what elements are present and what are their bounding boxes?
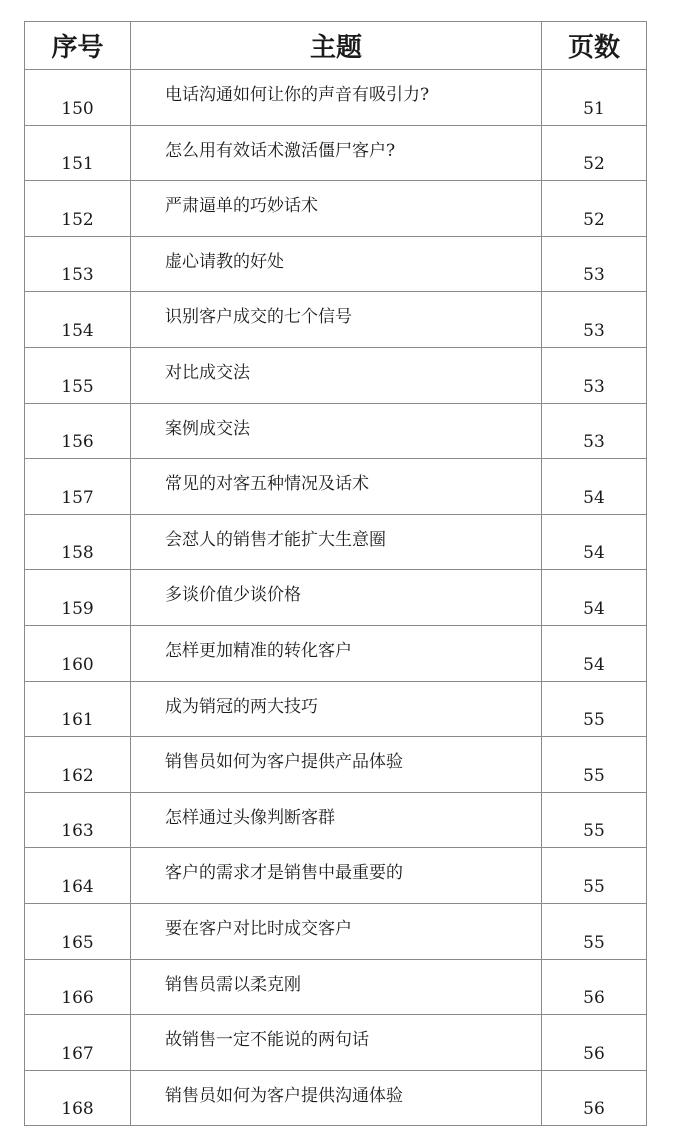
row-topic: 销售员需以柔克刚 xyxy=(131,959,542,1015)
row-page: 54 xyxy=(542,459,647,515)
row-page: 55 xyxy=(542,848,647,904)
row-topic: 对比成交法 xyxy=(131,347,542,403)
row-index: 162 xyxy=(25,737,131,793)
row-index: 154 xyxy=(25,292,131,348)
row-page: 51 xyxy=(542,70,647,126)
table-row xyxy=(25,236,647,292)
row-page: 54 xyxy=(542,514,647,570)
row-page: 55 xyxy=(542,792,647,848)
row-topic: 怎么用有效话术激活僵尸客户? xyxy=(131,125,542,181)
table-header xyxy=(25,22,647,70)
row-topic: 虚心请教的好处 xyxy=(131,236,542,292)
row-index: 152 xyxy=(25,181,131,237)
row-page: 52 xyxy=(542,125,647,181)
row-index: 153 xyxy=(25,236,131,292)
row-page: 56 xyxy=(542,959,647,1015)
row-page: 53 xyxy=(542,347,647,403)
row-topic: 成为销冠的两大技巧 xyxy=(131,681,542,737)
header-index: 序号 xyxy=(25,22,131,70)
table-row xyxy=(25,459,647,515)
row-topic: 故销售一定不能说的两句话 xyxy=(131,1015,542,1071)
header-row xyxy=(25,22,647,70)
table-row xyxy=(25,347,647,403)
row-topic: 常见的对客五种情况及话术 xyxy=(131,459,542,515)
row-topic: 会怼人的销售才能扩大生意圈 xyxy=(131,514,542,570)
table-row xyxy=(25,292,647,348)
row-index: 151 xyxy=(25,125,131,181)
table-row xyxy=(25,1015,647,1071)
row-index: 155 xyxy=(25,347,131,403)
table-body xyxy=(25,70,647,1126)
row-page: 55 xyxy=(542,737,647,793)
toc-table xyxy=(24,21,647,1126)
table-row xyxy=(25,403,647,459)
row-topic: 多谈价值少谈价格 xyxy=(131,570,542,626)
row-topic: 案例成交法 xyxy=(131,403,542,459)
table-row xyxy=(25,959,647,1015)
row-page: 54 xyxy=(542,570,647,626)
row-page: 54 xyxy=(542,625,647,681)
table-row xyxy=(25,625,647,681)
row-page: 55 xyxy=(542,681,647,737)
row-page: 53 xyxy=(542,292,647,348)
row-page: 53 xyxy=(542,403,647,459)
row-page: 55 xyxy=(542,903,647,959)
row-topic: 客户的需求才是销售中最重要的 xyxy=(131,848,542,904)
header-topic: 主题 xyxy=(131,22,542,70)
row-index: 166 xyxy=(25,959,131,1015)
table-row xyxy=(25,903,647,959)
row-topic: 销售员如何为客户提供产品体验 xyxy=(131,737,542,793)
row-topic: 严肃逼单的巧妙话术 xyxy=(131,181,542,237)
row-index: 161 xyxy=(25,681,131,737)
row-topic: 销售员如何为客户提供沟通体验 xyxy=(131,1070,542,1126)
table-row xyxy=(25,125,647,181)
row-topic: 怎样通过头像判断客群 xyxy=(131,792,542,848)
row-index: 165 xyxy=(25,903,131,959)
header-page: 页数 xyxy=(542,22,647,70)
row-page: 53 xyxy=(542,236,647,292)
row-index: 158 xyxy=(25,514,131,570)
table-row xyxy=(25,848,647,904)
row-index: 156 xyxy=(25,403,131,459)
row-index: 150 xyxy=(25,70,131,126)
row-topic: 识别客户成交的七个信号 xyxy=(131,292,542,348)
table-row xyxy=(25,181,647,237)
row-page: 56 xyxy=(542,1015,647,1071)
row-topic: 要在客户对比时成交客户 xyxy=(131,903,542,959)
row-page: 52 xyxy=(542,181,647,237)
row-index: 167 xyxy=(25,1015,131,1071)
row-topic: 怎样更加精准的转化客户 xyxy=(131,625,542,681)
row-index: 159 xyxy=(25,570,131,626)
row-index: 164 xyxy=(25,848,131,904)
row-index: 160 xyxy=(25,625,131,681)
table-row xyxy=(25,681,647,737)
table-row xyxy=(25,514,647,570)
table-row xyxy=(25,1070,647,1126)
table-row xyxy=(25,737,647,793)
row-index: 168 xyxy=(25,1070,131,1126)
row-index: 157 xyxy=(25,459,131,515)
row-page: 56 xyxy=(542,1070,647,1126)
table-row xyxy=(25,792,647,848)
row-topic: 电话沟通如何让你的声音有吸引力? xyxy=(131,70,542,126)
row-index: 163 xyxy=(25,792,131,848)
table-row xyxy=(25,70,647,126)
table-row xyxy=(25,570,647,626)
